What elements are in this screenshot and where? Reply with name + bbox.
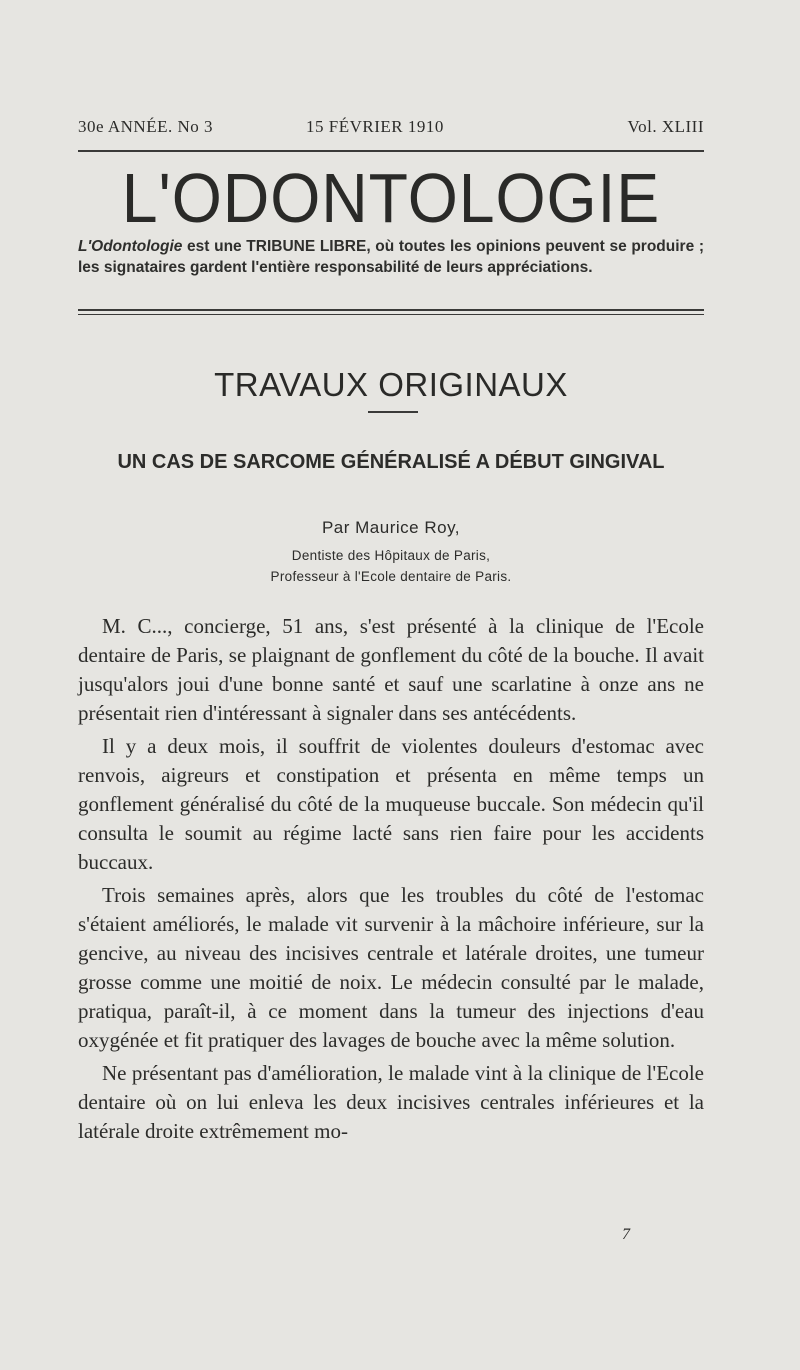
journal-masthead: L'ODONTOLOGIE xyxy=(121,159,661,237)
disclaimer-text: est une TRIBUNE LIBRE, où toutes les opinions peuvent se produire ; les signataires gardent l'entière responsabilité de leurs appréciations. xyxy=(78,238,704,276)
affiliation-line-1: Dentiste des Hôpitaux de Paris, xyxy=(291,548,491,563)
paragraph: M. C..., concierge, 51 ans, s'est présenté à la clinique de l'Ecole dentaire de Paris, se plaignant de gonflement du côté de la bouche. Il avait jusqu'alors joui d'une bonne santé et sauf une scarlatine à onze ans ne présentait rien d'intéressant à signaler dans ses antécédents. xyxy=(78,614,704,725)
paragraph: Trois semaines après, alors que les troubles du côté de l'estomac s'étaient améliorés, le malade vit survenir à la mâchoire inférieure, sur la gencive, au niveau des incisives centrale et latérale droites, une tumeur grosse comme une moitié de noix. Le médecin consulté par le malade, pratiqua, paraît-il, à ce moment dans la tumeur des injections d'eau oxygénée et fit pratiquer des lavages de bouche avec la même solution. xyxy=(78,883,704,1052)
author-affiliation xyxy=(78,545,704,587)
article-body xyxy=(78,612,704,1150)
page-number: 7 xyxy=(622,1226,630,1243)
paragraph: Il y a deux mois, il souffrit de violentes douleurs d'estomac avec renvois, aigreurs et constipation et présenta en même temps un gonflement généralisé du côté de la muqueuse buccale. Son médecin qu'il consulta le soumit au régime lacté sans rien faire pour les accidents buccaux. xyxy=(78,734,704,874)
header-rule xyxy=(78,150,704,152)
section-underline xyxy=(368,411,418,413)
double-rule-divider xyxy=(78,309,704,315)
editorial-disclaimer xyxy=(78,236,704,278)
article-title: UN CAS DE SARCOME GÉNÉRALISÉ A DÉBUT GINGIVAL xyxy=(117,451,665,473)
paragraph: Ne présentant pas d'amélioration, le malade vint à la clinique de l'Ecole dentaire où on lui enleva les deux incisives centrales inférieures et la latérale droite extrêmement mo- xyxy=(78,1061,704,1143)
journal-name: L'Odontologie xyxy=(78,238,183,255)
issue-label: 30e ANNÉE. No 3 xyxy=(78,117,213,136)
issue-date: 15 FÉVRIER 1910 xyxy=(306,117,444,136)
running-header xyxy=(78,117,704,143)
author-byline: Par Maurice Roy, xyxy=(321,518,461,537)
affiliation-line-2: Professeur à l'Ecole dentaire de Paris. xyxy=(270,569,512,584)
volume-label: Vol. XLIII xyxy=(627,117,704,136)
section-title: TRAVAUX ORIGINAUX xyxy=(214,366,568,403)
